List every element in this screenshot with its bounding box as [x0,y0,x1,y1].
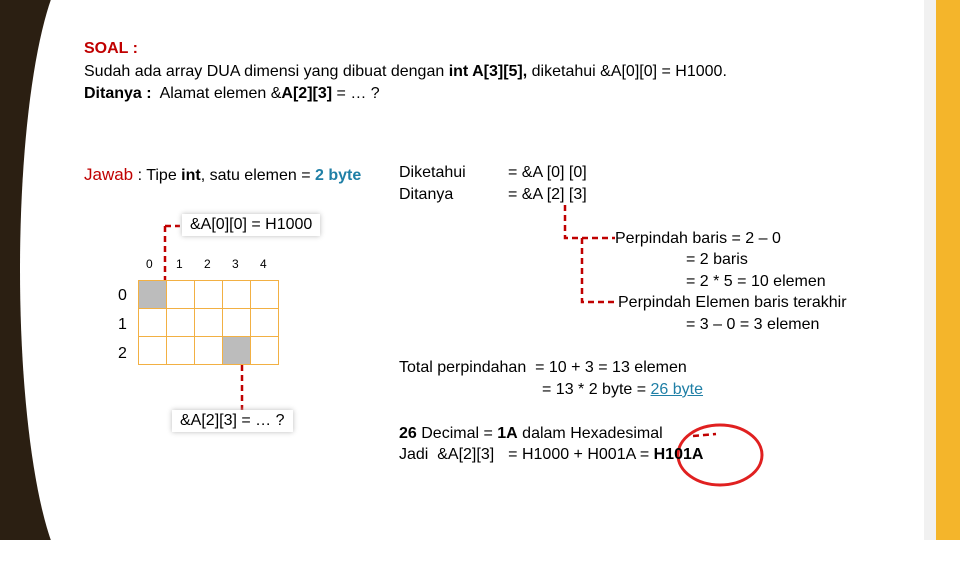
array-grid [138,280,279,365]
col-index-2: 2 [204,257,211,271]
row-index-0: 0 [118,287,127,304]
pindah-elemen-1: Perpindah Elemen baris terakhir [618,294,847,311]
grid-cell-1-4 [251,309,279,337]
jawab-text-c: , satu elemen = [200,167,316,184]
grid-cell-0-2 [195,281,223,309]
jadi-c: H101A [653,446,704,463]
start-address-label: &A[0][0] = H1000 [182,214,320,236]
col-index-3: 3 [232,257,239,271]
hex-connector [693,434,716,436]
target-address-label: &A[2][3] = … ? [172,410,293,432]
jawab-label: Jawab [84,165,134,184]
row-index-2: 2 [118,345,127,362]
col-index-1: 1 [176,257,183,271]
elemen-connector [582,238,615,302]
jadi-a: Jadi &A[2][3] [399,446,495,463]
pindah-baris-3: = 2 * 5 = 10 elemen [686,273,826,290]
soal-header: SOAL : [84,40,138,57]
total-bytes: 26 byte [650,381,704,398]
soal-line2-b: Alamat elemen & [156,85,282,102]
soal-line1-b: int A[3][5], [448,63,528,80]
decimal-d: dalam Hexadesimal [517,425,663,442]
pindah-elemen-2: = 3 – 0 = 3 elemen [686,316,820,333]
soal-line1-c: diketahui &A[0][0] = H1000. [527,63,727,80]
grid-cell-0-4 [251,281,279,309]
grid-cell-1-1 [167,309,195,337]
total-line-2 [542,380,703,400]
baris-connector [565,205,615,238]
row-index-1: 1 [118,316,127,333]
soal-line1-a: Sudah ada array DUA dimensi yang dibuat dengan [84,63,449,80]
decimal-b: Decimal = [416,425,498,442]
soal-line2-d: = … ? [332,85,380,102]
total-line-1: Total perpindahan = 10 + 3 = 13 elemen [399,359,687,376]
grid-cell-0-1 [167,281,195,309]
soal-line2-a: Ditanya : [84,85,157,102]
diketahui-label: Diketahui [399,164,466,181]
grid-cell-2-0 [139,337,167,365]
grid-cell-2-2 [195,337,223,365]
grid-cell-1-3 [223,309,251,337]
grid-cell-2-1 [167,337,195,365]
grid-row-0 [139,281,279,309]
grid-cell-2-4 [251,337,279,365]
total-line-2a: = 13 * 2 byte = [542,381,651,398]
col-index-0: 0 [146,257,153,271]
decimal-line [399,424,663,444]
jadi-line [399,445,703,465]
diketahui-value: = &A [0] [0] [508,164,587,181]
col-index-4: 4 [260,257,267,271]
jadi-b: = H1000 + H001A = [508,446,654,463]
jawab-text-d: 2 byte [315,167,362,184]
grid-cell-1-0 [139,309,167,337]
grid-cell-0-0 [139,281,167,309]
pindah-baris-1: Perpindah baris = 2 – 0 [615,230,781,247]
decimal-a: 26 [399,425,417,442]
grid-cell-0-3 [223,281,251,309]
soal-line2-c: A[2][3] [281,85,333,102]
grid-cell-1-2 [195,309,223,337]
pindah-baris-2: = 2 baris [686,251,748,268]
grid-row-2 [139,337,279,365]
jawab-text-b: int [181,167,201,184]
grid-cell-2-3 [223,337,251,365]
decimal-c: 1A [497,425,518,442]
grid-row-1 [139,309,279,337]
jawab-text-a: : Tipe [133,167,182,184]
ditanya-label: Ditanya [399,186,454,203]
ditanya-value: = &A [2] [3] [508,186,587,203]
